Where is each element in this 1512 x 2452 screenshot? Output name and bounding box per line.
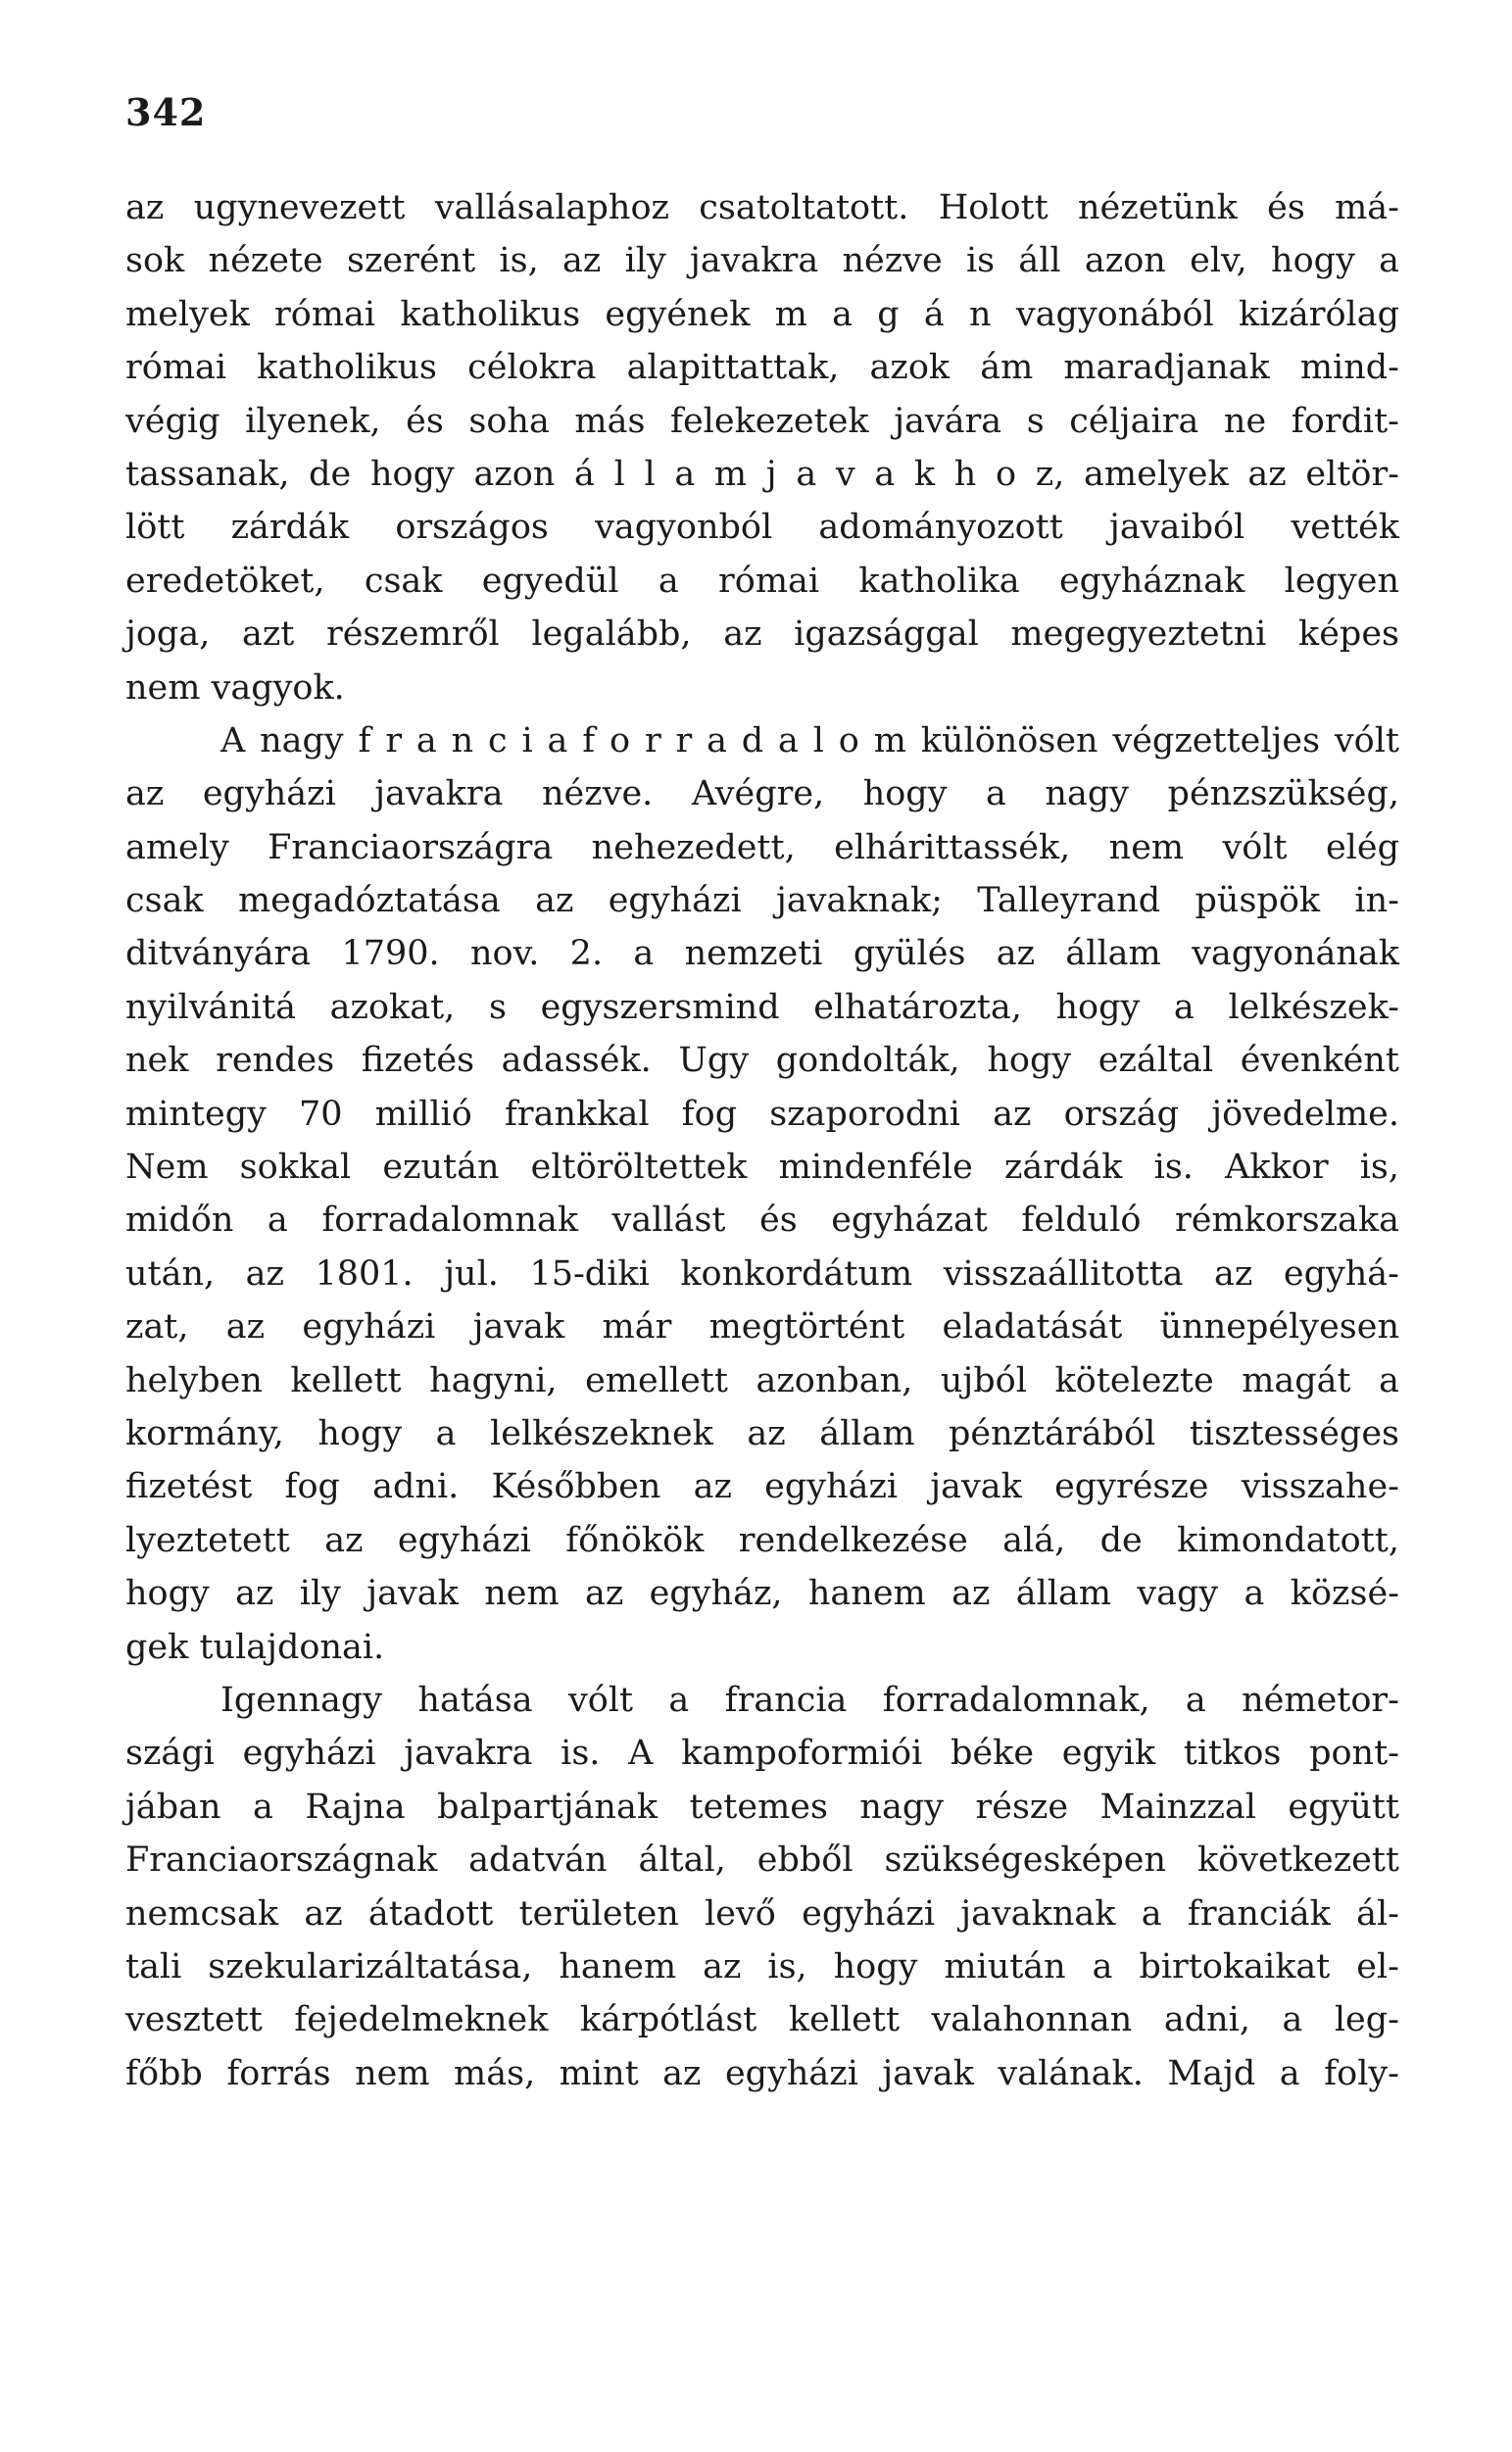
text-line: gek tulajdonai. bbox=[125, 1627, 385, 1667]
body-text bbox=[125, 181, 1399, 2100]
page-number: 342 bbox=[125, 90, 207, 134]
text-line: római katholikus célokra alapittattak, azok ám maradjanak mind- bbox=[125, 348, 1399, 388]
text-line: lyeztetett az egyházi főnökök rendelkezése alá, de kimondatott, bbox=[125, 1520, 1399, 1560]
text-line: eredetöket, csak egyedül a római katholika egyháznak legyen bbox=[125, 561, 1399, 601]
text-line: végig ilyenek, és soha más felekezetek javára s céljaira ne fordit- bbox=[125, 401, 1399, 441]
text-line: nek rendes fizetés adassék. Ugy gondolták, hogy ezáltal évenként bbox=[125, 1041, 1399, 1081]
text-line: zat, az egyházi javak már megtörtént eladatását ünnepélyesen bbox=[125, 1307, 1399, 1348]
text-line: melyek római katholikus egyének m a g á n vagyonából kizárólag bbox=[125, 294, 1399, 334]
text-line: Franciaországnak adatván által, ebből szükségesképen következett bbox=[125, 1840, 1399, 1881]
text-line: sok nézete szerént is, az ily javakra nézve is áll azon elv, hogy a bbox=[125, 241, 1399, 281]
text-line: szági egyházi javakra is. A kampoformiói béke egyik titkos pont- bbox=[125, 1734, 1399, 1774]
text-line: mintegy 70 millió frankkal fog szaporodni az ország jövedelme. bbox=[125, 1094, 1399, 1134]
text-line: tassanak, de hogy azon á l l a m j a v a k h o z, amelyek az eltör- bbox=[125, 454, 1399, 494]
text-line: főbb forrás nem más, mint az egyházi javak valának. Majd a foly- bbox=[125, 2053, 1399, 2093]
text-line: joga, azt részemről legalább, az igazsággal megegyeztetni képes bbox=[125, 614, 1399, 655]
text-line: hogy az ily javak nem az egyház, hanem az állam vagy a közsé- bbox=[125, 1574, 1399, 1614]
text-line: csak megadóztatása az egyházi javaknak; Talleyrand püspök in- bbox=[125, 881, 1399, 921]
text-line: tali szekularizáltatása, hanem az is, hogy miután a birtokaikat el- bbox=[125, 1946, 1399, 1986]
text-line: nem vagyok. bbox=[125, 667, 345, 708]
text-line: után, az 1801. jul. 15-diki konkordátum visszaállitotta az egyhá- bbox=[125, 1253, 1399, 1294]
text-line: ditványára 1790. nov. 2. a nemzeti gyülés az állam vagyonának bbox=[125, 934, 1399, 974]
text-line: lött zárdák országos vagyonból adományozott javaiból vették bbox=[125, 508, 1399, 548]
text-line: amely Franciaországra nehezedett, elhárittassék, nem vólt elég bbox=[125, 827, 1399, 867]
text-line: nemcsak az átadott területen levő egyházi javaknak a franciák ál- bbox=[125, 1893, 1399, 1934]
text-line: jában a Rajna balpartjának tetemes nagy része Mainzzal együtt bbox=[125, 1787, 1399, 1827]
text-line: kormány, hogy a lelkészeknek az állam pénztárából tisztességes bbox=[125, 1413, 1399, 1453]
text-line: midőn a forradalomnak vallást és egyházat felduló rémkorszaka bbox=[125, 1201, 1399, 1241]
paragraph-start-line: A nagy f r a n c i a f o r r a d a l o m különösen végzetteljes vólt bbox=[220, 720, 1399, 760]
text-line: az ugynevezett vallásalaphoz csatoltatott. Holott nézetünk és má- bbox=[125, 188, 1399, 227]
paragraph-start-line: Igennagy hatása vólt a francia forradalomnak, a németor- bbox=[220, 1680, 1399, 1720]
text-line: nyilvánitá azokat, s egyszersmind elhatározta, hogy a lelkészek- bbox=[125, 987, 1399, 1027]
text-line: fizetést fog adni. Későbben az egyházi javak egyrésze visszahe- bbox=[125, 1467, 1399, 1507]
text-line: az egyházi javakra nézve. Avégre, hogy a nagy pénzszükség, bbox=[125, 774, 1399, 814]
text-line: helyben kellett hagyni, emellett azonban, ujból kötelezte magát a bbox=[125, 1360, 1399, 1400]
text-line: vesztett fejedelmeknek kárpótlást kellett valahonnan adni, a leg- bbox=[125, 2000, 1399, 2040]
text-line: Nem sokkal ezután eltöröltettek mindenféle zárdák is. Akkor is, bbox=[125, 1148, 1399, 1188]
